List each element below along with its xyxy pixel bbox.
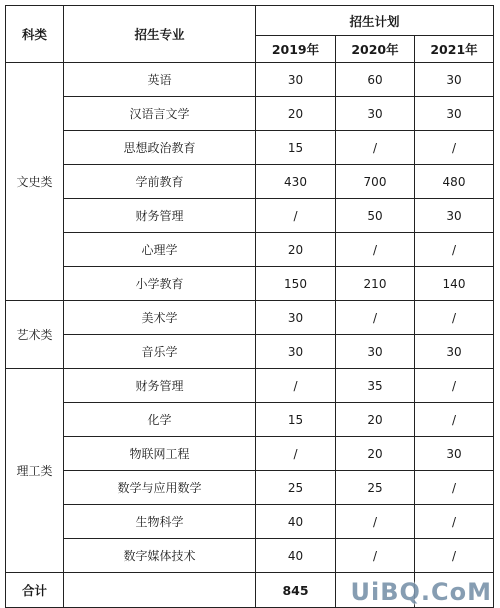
major-cell: 财务管理 xyxy=(64,369,256,403)
value-2019-cell: 20 xyxy=(256,97,336,131)
table-row xyxy=(6,199,494,233)
value-2019-cell: 30 xyxy=(256,335,336,369)
major-cell: 数字媒体技术 xyxy=(64,539,256,573)
table-row xyxy=(6,63,494,97)
major-cell: 数学与应用数学 xyxy=(64,471,256,505)
table-row xyxy=(6,335,494,369)
watermark: UiBQ.CoM xyxy=(350,578,492,606)
header-year-2019: 2019年 xyxy=(256,36,336,63)
value-2020-cell: 30 xyxy=(336,97,415,131)
major-cell: 音乐学 xyxy=(64,335,256,369)
major-cell: 财务管理 xyxy=(64,199,256,233)
value-2021-cell: 30 xyxy=(415,199,494,233)
value-2019-cell: 30 xyxy=(256,63,336,97)
table-row xyxy=(6,369,494,403)
value-2019-cell: 15 xyxy=(256,403,336,437)
value-2019-cell: 40 xyxy=(256,539,336,573)
header-year-2021: 2021年 xyxy=(415,36,494,63)
value-2020-cell: 210 xyxy=(336,267,415,301)
value-2021-cell: / xyxy=(415,131,494,165)
value-2021-cell: / xyxy=(415,505,494,539)
value-2021-cell: / xyxy=(415,301,494,335)
table-row xyxy=(6,97,494,131)
table-row xyxy=(6,403,494,437)
table-row xyxy=(6,539,494,573)
header-category: 科类 xyxy=(6,6,64,63)
value-2020-cell: / xyxy=(336,301,415,335)
major-cell: 物联网工程 xyxy=(64,437,256,471)
value-2019-cell: 30 xyxy=(256,301,336,335)
value-2019-cell: 25 xyxy=(256,471,336,505)
value-2021-cell: / xyxy=(415,369,494,403)
table-row xyxy=(6,233,494,267)
value-2019-cell: / xyxy=(256,369,336,403)
total-2019: 845 xyxy=(256,573,336,608)
value-2019-cell: / xyxy=(256,437,336,471)
table-row xyxy=(6,131,494,165)
value-2020-cell: 35 xyxy=(336,369,415,403)
value-2021-cell: 30 xyxy=(415,97,494,131)
value-2019-cell: 40 xyxy=(256,505,336,539)
value-2019-cell: 430 xyxy=(256,165,336,199)
value-2020-cell: 60 xyxy=(336,63,415,97)
major-cell: 学前教育 xyxy=(64,165,256,199)
value-2021-cell: / xyxy=(415,539,494,573)
table-row xyxy=(6,437,494,471)
value-2019-cell: 20 xyxy=(256,233,336,267)
value-2020-cell: 30 xyxy=(336,335,415,369)
value-2020-cell: 50 xyxy=(336,199,415,233)
header-year-2020: 2020年 xyxy=(336,36,415,63)
value-2020-cell: 20 xyxy=(336,437,415,471)
value-2019-cell: 15 xyxy=(256,131,336,165)
table-body xyxy=(6,63,494,573)
value-2020-cell: / xyxy=(336,539,415,573)
table-row xyxy=(6,301,494,335)
major-cell: 化学 xyxy=(64,403,256,437)
major-cell: 小学教育 xyxy=(64,267,256,301)
value-2020-cell: / xyxy=(336,233,415,267)
value-2019-cell: / xyxy=(256,199,336,233)
header-plan: 招生计划 xyxy=(256,6,494,36)
major-cell: 思想政治教育 xyxy=(64,131,256,165)
value-2020-cell: 20 xyxy=(336,403,415,437)
table-row xyxy=(6,165,494,199)
value-2021-cell: / xyxy=(415,233,494,267)
category-cell: 理工类 xyxy=(6,369,64,573)
header-major: 招生专业 xyxy=(64,6,256,63)
value-2021-cell: 30 xyxy=(415,437,494,471)
value-2020-cell: / xyxy=(336,131,415,165)
value-2020-cell: / xyxy=(336,505,415,539)
major-cell: 美术学 xyxy=(64,301,256,335)
header-row xyxy=(6,6,494,36)
value-2020-cell: 700 xyxy=(336,165,415,199)
table-row xyxy=(6,267,494,301)
category-cell: 文史类 xyxy=(6,63,64,301)
value-2020-cell: 25 xyxy=(336,471,415,505)
value-2019-cell: 150 xyxy=(256,267,336,301)
category-cell: 艺术类 xyxy=(6,301,64,369)
major-cell: 心理学 xyxy=(64,233,256,267)
major-cell: 英语 xyxy=(64,63,256,97)
value-2021-cell: 30 xyxy=(415,335,494,369)
value-2021-cell: / xyxy=(415,471,494,505)
value-2021-cell: 140 xyxy=(415,267,494,301)
table-row xyxy=(6,505,494,539)
enrollment-plan-table xyxy=(5,5,494,608)
table-row xyxy=(6,471,494,505)
major-cell: 生物科学 xyxy=(64,505,256,539)
major-cell: 汉语言文学 xyxy=(64,97,256,131)
value-2021-cell: / xyxy=(415,403,494,437)
value-2021-cell: 30 xyxy=(415,63,494,97)
value-2021-cell: 480 xyxy=(415,165,494,199)
total-major-cell xyxy=(64,573,256,608)
total-label: 合计 xyxy=(6,573,64,608)
